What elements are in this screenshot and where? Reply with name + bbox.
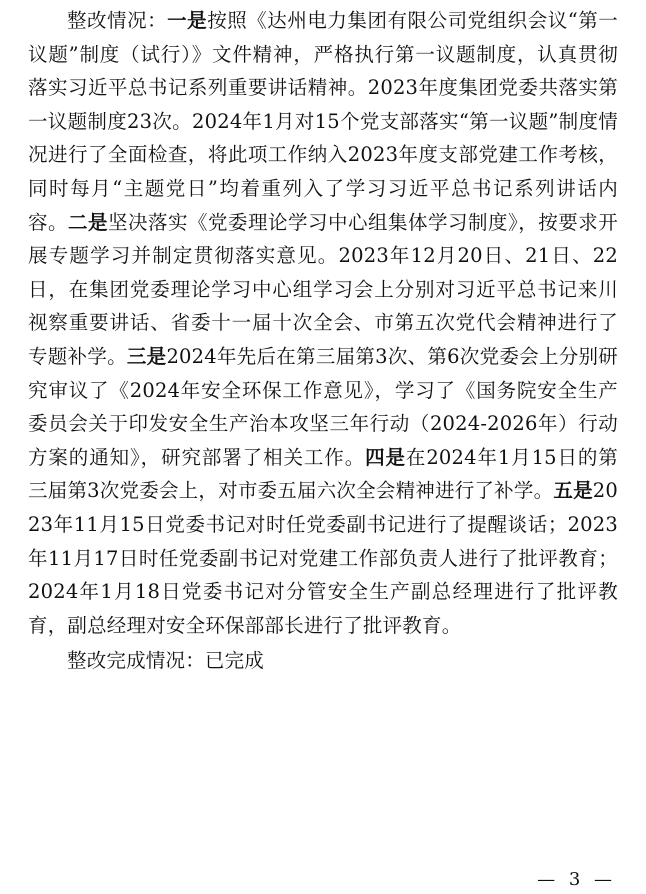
point-two-text: 坚决落实《党委理论学习中心组集体学习制度》，按要求开展专题学习并制定贯彻落实意见。2023年12月20日、21日、22日，在集团党委理论学习中心组学习会上分别对习近平总书记来川视察重要讲话、省委十一届十次全会、市第五次党代会精神进行了专题补学。	[28, 210, 619, 368]
point-three-label: 三是	[126, 344, 167, 368]
point-five-text: 2023年11月15日党委书记对时任党委副书记进行了提醒谈话；2023年11月17日时任党委副书记对党建工作部负责人进行了批评教育；2024年1月18日党委书记对分管安全生产副总经理进行了批评教育，副总经理对安全环保部部长进行了批评教育。	[28, 479, 619, 637]
section-label: 整改情况：	[67, 9, 168, 32]
point-two-label: 二是	[68, 210, 109, 234]
point-one-label: 一是	[167, 9, 208, 32]
document-body	[28, 4, 618, 678]
point-four-label: 四是	[365, 445, 406, 469]
rectification-paragraph	[28, 4, 618, 642]
point-one-text: 按照《达州电力集团有限公司党组织会议“第一议题”制度（试行）》文件精神，严格执行第一议题制度，认真贯彻落实习近平总书记系列重要讲话精神。2023年度集团党委共落实第一议题制度23次。2024年1月对15个党支部落实“第一议题”制度情况进行了全面检查，将此项工作纳入2023年度支部党建工作考核，同时每月“主题党日”均着重列入了学习习近平总书记系列讲话内容。	[28, 9, 618, 234]
page-number: — 3 —	[537, 869, 616, 890]
point-five-label: 五是	[553, 479, 593, 503]
point-four-text: 在2024年1月15日的第三届第3次党委会上，对市委五届六次全会精神进行了补学。	[28, 445, 618, 503]
point-three-text: 2024年先后在第三届第3次、第6次党委会上分别研究审议了《2024年安全环保工作意见》，学习了《国务院安全生产委员会关于印发安全生产治本攻坚三年行动（2024-2026年）行动方案的通知》，研究部署了相关工作。	[28, 344, 618, 469]
completion-status: 整改完成情况：已完成	[67, 649, 265, 673]
